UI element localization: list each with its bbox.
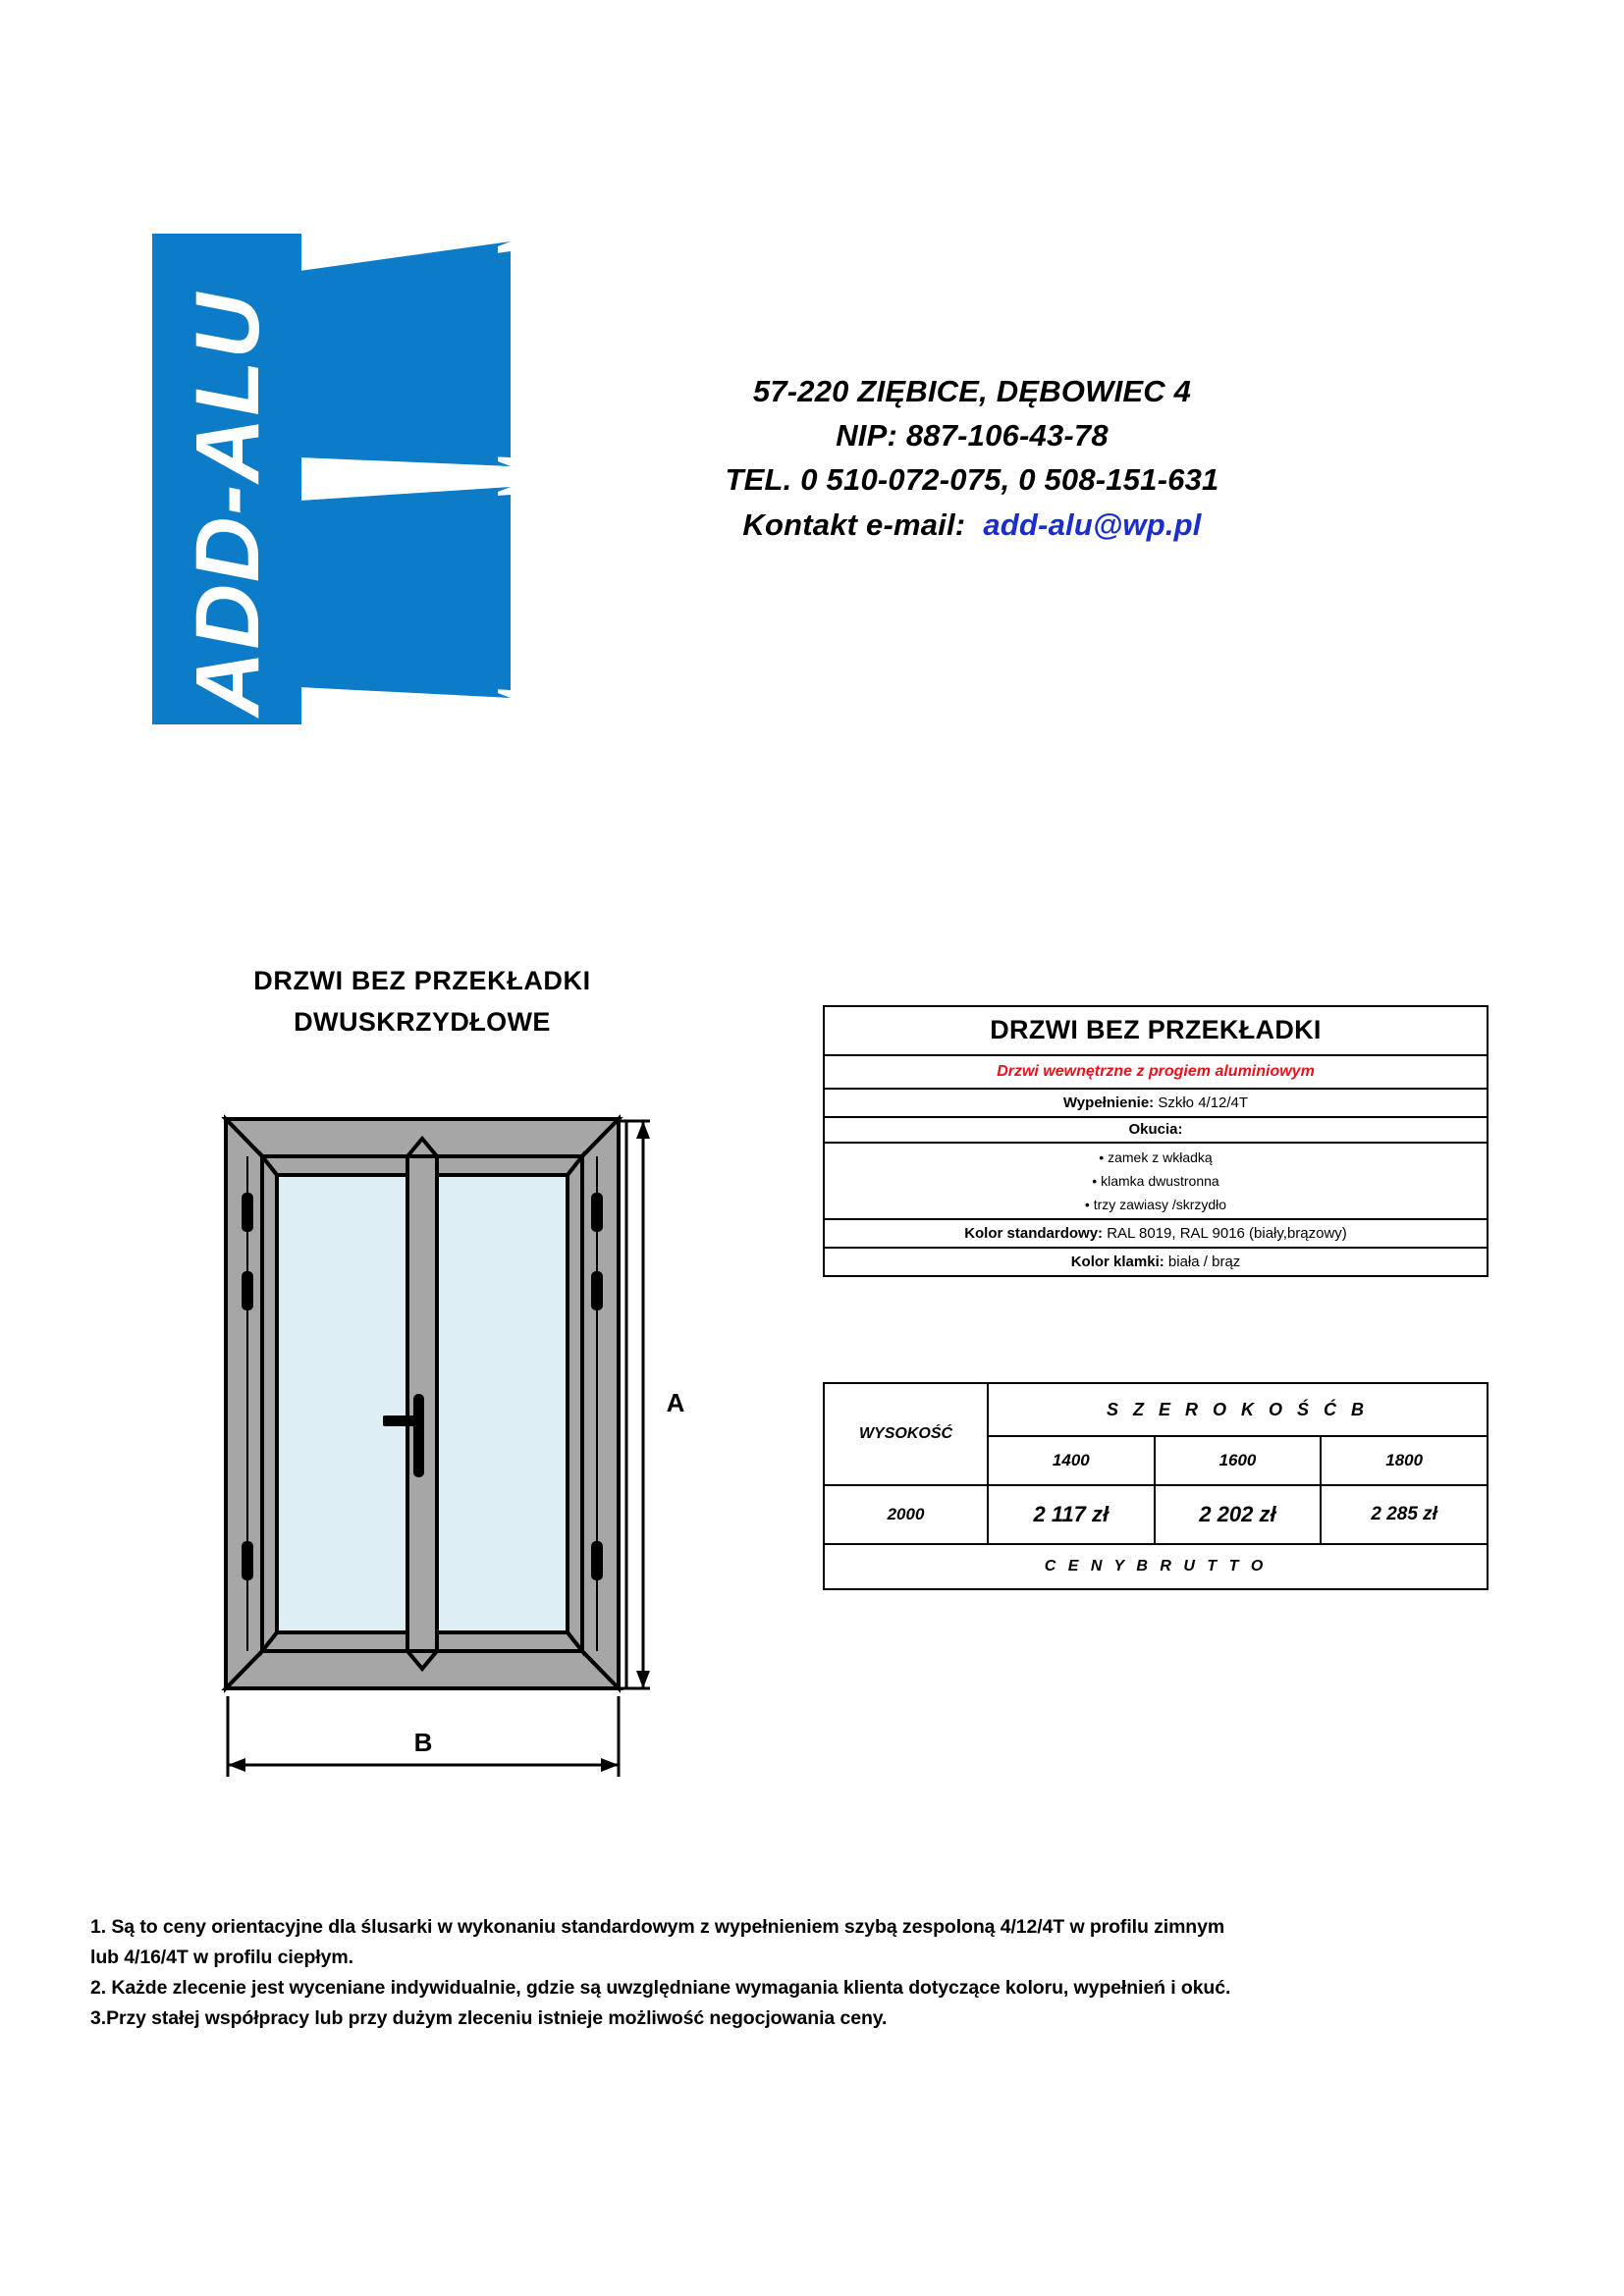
company-email-address[interactable]: add-alu@wp.pl: [983, 507, 1202, 542]
spec-standard-color-label: Kolor standardowy:: [964, 1224, 1104, 1242]
hardware-item: • trzy zawiasy /skrzydło: [1084, 1197, 1227, 1212]
company-nip: NIP: 887-106-43-78: [836, 418, 1109, 453]
spec-fill-value: Szkło 4/12/4T: [1158, 1094, 1249, 1111]
price-width-header: 1400: [988, 1436, 1155, 1485]
spec-hardware-header-row: [824, 1117, 1488, 1143]
hardware-item: • zamek z wkładką: [1099, 1149, 1213, 1165]
company-phone: TEL. 0 510-072-075, 0 508-151-631: [725, 462, 1219, 497]
footnote-line: 2. Każde zlecenie jest wyceniane indywidualnie, gdzie są uwzględniane wymagania klienta dotyczące koloru, wypełnień i okuć.: [90, 1977, 1231, 1999]
footnote-line: 1. Są to ceny orientacyjne dla ślusarki w wykonaniu standardowym z wypełnieniem szybą zespoloną 4/12/4T w profilu zimnym: [90, 1916, 1225, 1938]
spec-hardware-items-row: [824, 1143, 1488, 1219]
dimension-label-height: A: [666, 1388, 685, 1417]
price-cell: 2 117 zł: [988, 1485, 1155, 1544]
spec-fill-label: Wypełnienie:: [1062, 1094, 1155, 1111]
price-width-header: 1600: [1155, 1436, 1322, 1485]
spec-standard-color-row: [824, 1219, 1488, 1248]
hardware-item: • klamka dwustronna: [1092, 1173, 1219, 1189]
footnotes-block: [90, 1912, 1494, 2034]
spec-standard-color-cell: [824, 1219, 1488, 1248]
spec-fill-row: [824, 1089, 1488, 1117]
spec-subtitle-cell: Drzwi wewnętrzne z progiem aluminiowym: [824, 1055, 1488, 1089]
price-col-group-header: S Z E R O K O Ś Ć B: [988, 1383, 1488, 1436]
spec-title-row: [824, 1006, 1488, 1055]
spec-title-cell: DRZWI BEZ PRZEKŁADKI: [824, 1006, 1488, 1055]
company-logo: [152, 234, 511, 724]
company-contact-block: [550, 369, 1394, 549]
svg-text:ADD-ALU: ADD-ALU: [178, 291, 278, 717]
spec-standard-color-value: RAL 8019, RAL 9016 (biały,brązowy): [1107, 1224, 1347, 1242]
price-width-header: 1800: [1321, 1436, 1488, 1485]
spec-handle-color-row: [824, 1248, 1488, 1276]
price-footer-row: [824, 1544, 1488, 1589]
spec-handle-color-label: Kolor klamki:: [1070, 1253, 1164, 1270]
spec-handle-color-value: biała / brąz: [1167, 1253, 1241, 1270]
company-address: 57-220 ZIĘBICE, DĘBOWIEC 4: [752, 374, 1192, 408]
spec-hardware-label: Okucia:: [824, 1117, 1488, 1143]
price-footer-note: C E N Y B R U T T O: [824, 1544, 1488, 1589]
price-table: [823, 1382, 1489, 1590]
price-header-row-1: [824, 1383, 1488, 1436]
price-height-value: 2000: [824, 1485, 988, 1544]
page-header: [0, 0, 1624, 883]
footnote-line: lub 4/16/4T w profilu ciepłym.: [90, 1947, 353, 1968]
dimension-line-height: [619, 1121, 650, 1688]
product-title: [147, 960, 697, 1042]
spec-subtitle-row: [824, 1055, 1488, 1089]
price-row-header-label: WYSOKOŚĆ: [824, 1383, 988, 1485]
product-title-line-2: DWUSKRZYDŁOWE: [294, 1007, 551, 1037]
door-technical-drawing: [206, 1099, 717, 1845]
spec-hardware-items-cell: [824, 1143, 1488, 1219]
footnote-line: 3.Przy stałej współpracy lub przy dużym zleceniu istnieje możliwość negocjowania ceny.: [90, 2007, 888, 2029]
add-alu-logo-graphic: [152, 234, 511, 724]
spec-handle-color-cell: [824, 1248, 1488, 1276]
company-email-row: [550, 502, 1394, 549]
door-drawing-svg: [206, 1099, 717, 1845]
price-cell: 2 202 zł: [1155, 1485, 1322, 1544]
dimension-label-width: B: [413, 1728, 433, 1757]
price-data-row: [824, 1485, 1488, 1544]
spec-fill-cell: [824, 1089, 1488, 1117]
email-label: Kontakt e-mail:: [742, 507, 966, 542]
price-cell: 2 285 zł: [1321, 1485, 1488, 1544]
product-title-line-1: DRZWI BEZ PRZEKŁADKI: [253, 966, 591, 995]
specification-table: [823, 1005, 1489, 1277]
